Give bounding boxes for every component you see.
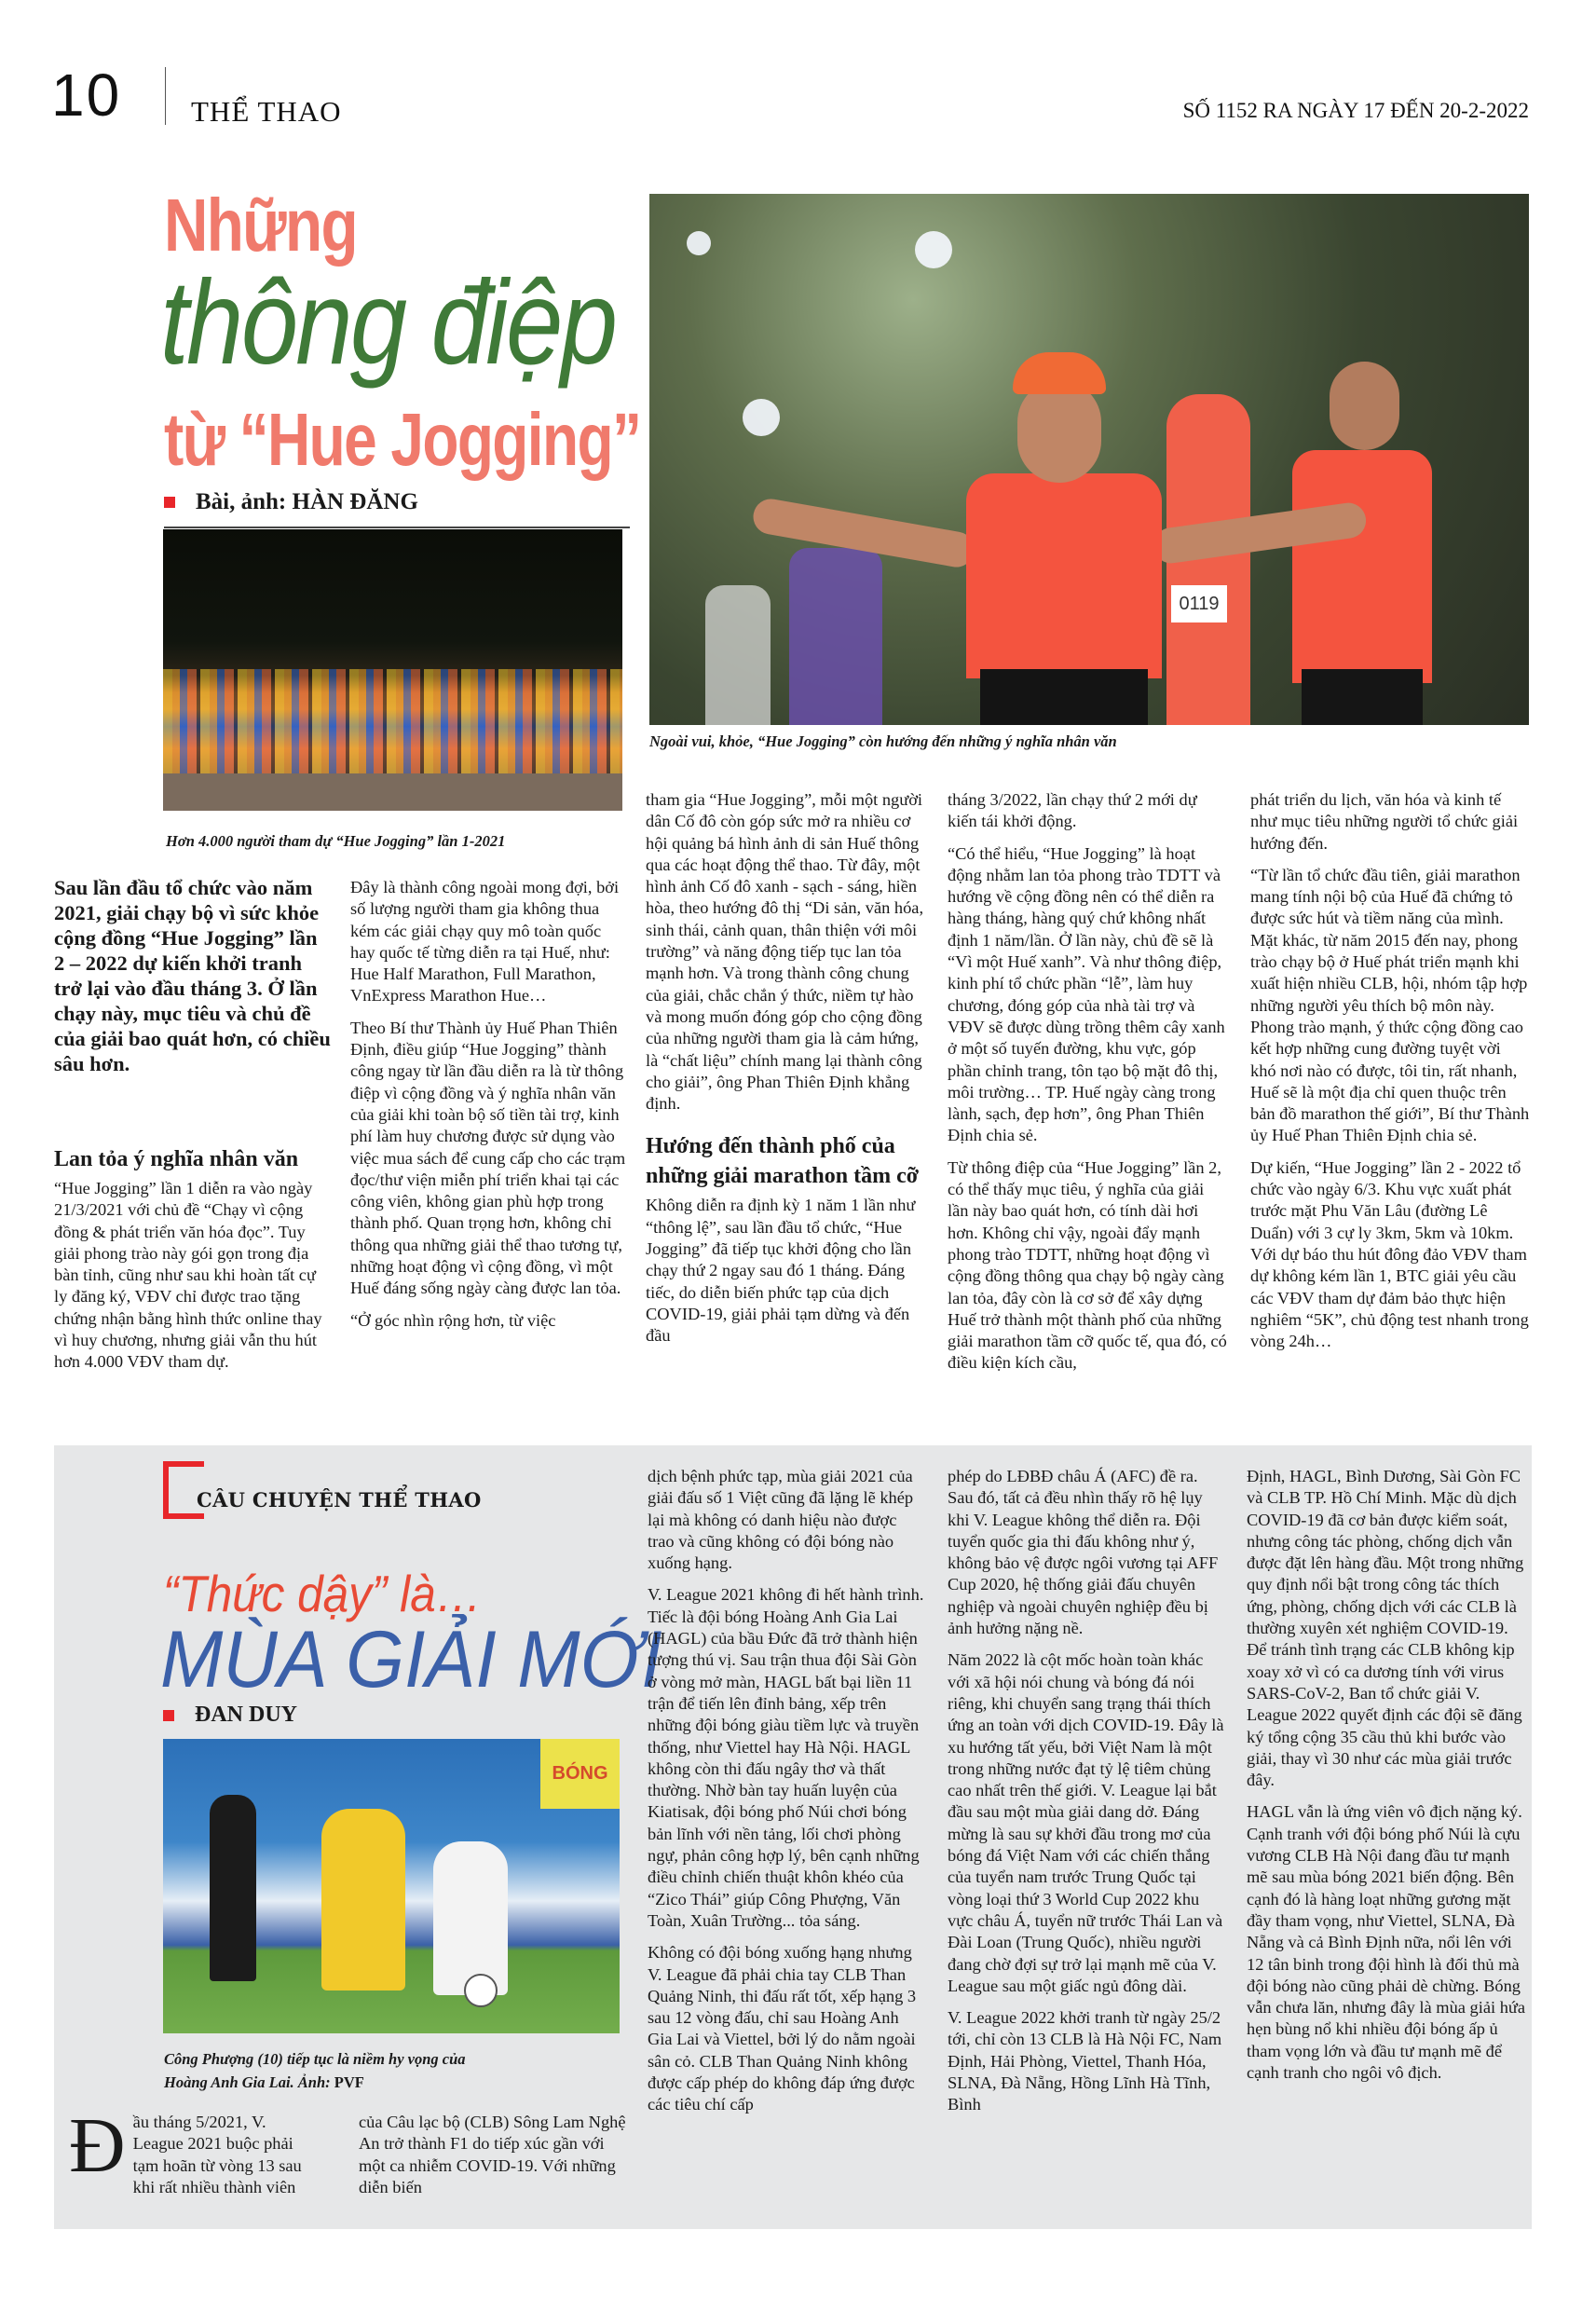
paragraph: tham gia “Hue Jogging”, mỗi một người dân Cố đô còn góp sức mở ra nhiều cơ hội quảng bá hình ảnh di sản Huế thông qua các hoạt động thể thao. Từ đây, một hình ảnh Cố đô xanh - sạch - sáng, hiền hòa, theo hướng đô thị “Di sản, văn hóa, sinh thái, cảnh quan, thân thiện với môi trường” và năng động tiếp tục lan tỏa mạnh hơn. Và trong thành công chung của giải, chắc chắn ý thức, niềm tự hào và mong muốn đóng góp cho cộng đồng của những người tham gia là cảm hứng, là “chất liệu” chính mang lại thành công cho giải”, ông Phan Thiên Định khẳng định. [646, 790, 924, 1114]
ground-shape [163, 773, 622, 811]
article2-column-2 [359, 2112, 629, 2209]
runner-face [1017, 380, 1101, 483]
paragraph: “Ở góc nhìn rộng hơn, từ việc [350, 1310, 556, 1330]
section-kicker: CÂU CHUYỆN THỂ THAO [197, 1488, 482, 1512]
runner-pants [1302, 669, 1423, 725]
paragraph: Đây là thành công ngoài mong đợi, bởi số lượng người tham gia không thua kém các giải chạy quy mô toàn quốc hay quốc tế từng diễn ra tại Huế, như: Hue Half Marathon, Full Marathon, VnExpress Marathon Hue… [350, 878, 620, 1006]
paragraph: ầu tháng 5/2021, V. League 2021 buộc phải tạm hoãn từ vòng 13 sau khi rất nhiều thành viên [132, 2113, 302, 2196]
subheading: Lan tỏa ý nghĩa nhân văn [54, 1147, 299, 1171]
paragraph: của Câu lạc bộ (CLB) Sông Lam Nghệ An trở thành F1 do tiếp xúc gần với một ca nhiễm COVID-19. Với những diễn biến [359, 2113, 626, 2196]
byline-text: ĐAN DUY [195, 1703, 297, 1727]
article2-column-4 [948, 1466, 1227, 2127]
background-runner [705, 585, 771, 725]
paragraph: “Hue Jogging” lần 1 diễn ra vào ngày 21/3/2021 với chủ đề “Chạy vì cộng đồng & phát triển văn hóa đọc”. Tuy giải phong trào này gói gọn trong địa bàn tỉnh, cũng như sau khi hoàn tất cự ly đăng ký, VĐV chỉ được trao tặng chứng nhận bằng hình thức online thay vì huy chương, nhưng giải vẫn thu hút hơn 4.000 VĐV tham dự. [54, 1179, 322, 1372]
article1-column-2 [350, 877, 628, 1342]
paragraph: phép do LĐBĐ châu Á (AFC) đề ra. Sau đó, tất cả đều nhìn thấy rõ hệ lụy khi V. League không thể diễn ra. Đội tuyển quốc gia thi đấu không như ý, không bảo vệ được ngôi vương tại AFF Cup 2020, hệ thống giải đấu chuyên nghiệp và ngoài chuyên nghiệp đều bị ảnh hưởng nặng nề. [948, 1467, 1219, 1638]
crowd-photo-caption: Hơn 4.000 người tham dự “Hue Jogging” lần 1-2021 [166, 832, 506, 850]
article1-column-1 [54, 1144, 332, 1384]
runner-shirt [966, 473, 1162, 678]
byline-square-icon [164, 497, 175, 508]
article1-column-5 [1250, 789, 1530, 1362]
article2-column-1 [69, 2102, 317, 2198]
byline-square-icon [163, 1710, 174, 1721]
runner-pants [980, 669, 1148, 725]
football-photo-caption [164, 2047, 499, 2094]
bokeh-light [687, 231, 711, 255]
paragraph: phát triển du lịch, văn hóa và kinh tế như mục tiêu những người tổ chức giải hướng đến. [1250, 790, 1519, 853]
crowd-photo [163, 529, 622, 811]
article1-title-line3: từ “Hue Jogging” [164, 398, 641, 481]
article1-byline [164, 489, 418, 515]
drop-cap: Đ [69, 2102, 126, 2189]
section-name: THỂ THAO [191, 95, 342, 128]
bokeh-light [743, 399, 780, 436]
runner-photo [649, 194, 1529, 725]
paragraph: Định, HAGL, Bình Dương, Sài Gòn FC và CLB TP. Hồ Chí Minh. Mặc dù dịch COVID-19 đã cơ bản được kiểm soát, nhưng công tác phòng, chống dịch vẫn được đặt lên hàng đầu. Một trong những quy định nổi bật trong công tác thích ứng, phòng, chống dịch với các CLB là thường xuyên xét nghiệm COVID-19. Để tránh tình trạng các CLB không kịp xoay xở vì có ca dương tính với virus SARS-CoV-2, Ban tổ chức giải V. League 2022 quyết định các đội sẽ đăng ký tổng cộng 35 cầu thủ khi bước vào giải, thay vì 30 như các mùa giải trước đây. [1247, 1467, 1524, 1790]
subheading: Hướng đến thành phố của những giải marathon tầm cỡ [646, 1134, 920, 1189]
header-divider [165, 67, 166, 125]
article2-column-5 [1247, 1466, 1526, 2094]
main-runner [929, 352, 1199, 725]
runner-head [1330, 362, 1399, 450]
paragraph: “Từ lần tổ chức đầu tiên, giải marathon mang tính nội bộ của Huế đã chứng tỏ được sức hút và tiềm năng của mình. Mặt khác, từ năm 2015 đến nay, phong trào chạy bộ ở Huế phát triển mạnh khi xuất hiện nhiều CLB, hội, nhóm tập hợp những người yêu thích bộ môn này. Phong trào mạnh, ý thức cộng đồng cao kết hợp những cung đường tuyệt vời khó nơi nào có được, tôi tin, rất nhanh, Huế sẽ là một địa chỉ quen thuộc trên bản đồ marathon thế giới”, Bí thư Thành ủy Huế Phan Thiên Định chia sẻ. [1250, 865, 1530, 1145]
title-divider [164, 527, 630, 528]
stadium-banner: BÓNG [540, 1739, 620, 1809]
paragraph: V. League 2022 khởi tranh từ ngày 25/2 tới, chỉ còn 13 CLB là Hà Nội FC, Nam Định, Hải Phòng, Viettel, Thanh Hóa, SLNA, Đà Nẵng, Hồng Lĩnh Hà Tĩnh, Bình [948, 2008, 1222, 2114]
football-photo [163, 1739, 620, 2033]
paragraph: Theo Bí thư Thành ủy Huế Phan Thiên Định, điều giúp “Hue Jogging” thành công ngay từ lần đầu diễn ra là từ thông điệp vì cộng đồng và ý nghĩa nhân văn của giải khi toàn bộ số tiền tài trợ, kinh phí làm huy chương được sử dụng vào việc mua sách để cung cấp cho các trạm đọc/thư viện miễn phí triển khai tại các công viên, không gian phù hợp trong thành phố. Quan trọng hơn, không chỉ thông qua những giải thể thao tương tự, những hoạt động vì cộng đồng, vì một Huế đáng sống ngày càng được lan tỏa. [350, 1018, 626, 1298]
runner-cap [1013, 352, 1106, 394]
runner-photo-caption: Ngoài vui, khỏe, “Hue Jogging” còn hướng đến những ý nghĩa nhân văn [649, 732, 1117, 750]
runner-shirt [1292, 450, 1432, 683]
article2-title-line1: “Thức dậy” là… [163, 1565, 483, 1622]
referee [210, 1795, 256, 1981]
article2-byline [163, 1703, 297, 1728]
article1-lead: Sau lần đầu tổ chức vào năm 2021, giải chạy bộ vì sức khỏe cộng đồng “Hue Jogging” lần 2 – 2022 dự kiến khởi tranh trở lại vào đầu tháng 3. Ở lần chạy này, mục tiêu và chủ đề của giải bao quát hơn, có chiều sâu hơn. [54, 876, 331, 1075]
paragraph: V. League 2021 không đi hết hành trình. Tiếc là đội bóng Hoàng Anh Gia Lai (HAGL) của bầu Đức đã trở thành hiện tượng thú vị. Sau trận thua đội Sài Gòn ở vòng mở màn, HAGL bất bại liền 11 trận để tiến lên đỉnh bảng, xếp trên những đội bóng giàu tiềm lực và truyền thống, như Viettel hay Hà Nội. HAGL không còn thi đấu ngây thơ và thất thường. Nhờ bàn tay huấn luyện của Kiatisak, đội bóng phố Núi chơi bóng bản lĩnh với nền tảng, lối chơi phòng ngự, phản công hợp lý, bên cạnh những điều chỉnh chiến thuật khôn khéo của “Zico Thái” giúp Công Phượng, Văn Toàn, Xuân Trường... tỏa sáng. [648, 1585, 924, 1930]
byline-text: Bài, ảnh: HÀN ĐĂNG [196, 489, 418, 514]
yellow-player [321, 1809, 405, 1991]
white-player [433, 1841, 508, 1995]
race-bib: 0119 [1171, 585, 1227, 622]
article2-column-3 [648, 1466, 927, 2127]
caption-text: Công Phượng (10) tiếp tục là niềm hy vọng của Hoàng Anh Gia Lai. Ảnh: [164, 2050, 466, 2091]
paragraph: tháng 3/2022, lần chạy thứ 2 mới dự kiến tái khởi động. [948, 790, 1197, 831]
page-number: 10 [51, 62, 122, 129]
article1-column-4 [948, 789, 1227, 1385]
football [464, 1974, 498, 2007]
caption-credit: PVF [334, 2073, 364, 2091]
bokeh-light [915, 231, 952, 268]
article1-title-line2: thông điệp [160, 256, 616, 390]
paragraph: dịch bệnh phức tạp, mùa giải 2021 của giải đấu số 1 Việt cũng đã lặng lẽ khép lại mà không có danh hiệu nào được trao và cũng không có đội bóng nào xuống hạng. [648, 1467, 914, 1573]
article1-title-line1: Những [164, 184, 357, 267]
paragraph: Dự kiến, “Hue Jogging” lần 2 - 2022 tổ chức vào ngày 6/3. Khu vực xuất phát trước mặt Phu Văn Lâu (đường Lê Duẩn) với 3 cự ly 3km, 5km và 10km. Với dự báo thu hút đông đảo VĐV tham dự không kém lần 1, BTC giải yêu cầu các VĐV tham dự đảm bảo thực hiện nghiêm “5K”, chủ động test nhanh trong vòng 24h… [1250, 1157, 1529, 1351]
article1-column-3 [646, 789, 925, 1358]
paragraph: Không diễn ra định kỳ 1 năm 1 lần như “thông lệ”, sau lần đầu tổ chức, “Hue Jogging” đã tiếp tục khởi động cho lần chạy thứ 2 ngay sau đó 1 tháng. Đáng tiếc, do diễn biến phức tạp của dịch COVID-19, giải phải tạm dừng và đến đầu [646, 1196, 916, 1346]
paragraph: Năm 2022 là cột mốc hoàn toàn khác với xã hội nói chung và bóng đá nói riêng, khi chuyển sang trạng thái thích ứng an toàn với dịch COVID-19. Đây là xu hướng tất yếu, bởi Việt Nam là một trong những nước đạt tỷ lệ tiêm chủng cao nhất trên thế giới. V. League lại bắt đầu sau một mùa giải dang dở. Đáng mừng là sau sự khởi đầu trong mơ của bóng đá Việt Nam với các chiến thắng của tuyển nam trước Trung Quốc tại vòng loại thứ 3 World Cup 2022 khu vực châu Á, tuyển nữ trước Thái Lan và Đài Loan (Trung Quốc), nhiều người đang chờ đợi sự trở lại mạnh mẽ của V. League sau một giấc ngủ đông dài. [948, 1650, 1224, 1995]
background-runner [789, 548, 882, 725]
paragraph: Không có đội bóng xuống hạng nhưng V. League đã phải chia tay CLB Than Quảng Ninh, thi đấu rất tốt, xếp hạng 3 sau 12 vòng đấu, chỉ sau Hoàng Anh Gia Lai và Viettel, bởi lý do nằm ngoài sân cỏ. CLB Than Quảng Ninh không được cấp phép do không đáp ứng được các tiêu chí cấp [648, 1943, 917, 2114]
paragraph: “Có thể hiểu, “Hue Jogging” là hoạt động nhằm lan tỏa phong trào TDTT và hướng về cộng đồng nên có thể diễn ra hàng tháng, hàng quý chứ không nhất định 1 năm/lần. Ở lần này, chủ đề sẽ là “Vì một Huế xanh”. Và như thông điệp, kinh phí tổ chức phần “lễ”, làm huy chương, đóng góp của nhà tài trợ và VĐV sẽ được dùng trồng thêm cây xanh ở một số tuyến đường, khu vực, góp phần chỉnh trang, tôn tạo bộ mặt đô thị, môi trường… TP. Huế ngày càng trong lành, sạch, đẹp hơn”, ông Phan Thiên Định chia sẻ. [948, 843, 1225, 1145]
paragraph: Từ thông điệp của “Hue Jogging” lần 2, có thể thấy mục tiêu, ý nghĩa của giải lần này bao quát hơn, có tính dài hơi hơn. Không chỉ vậy, ngoài đẩy mạnh phong trào TDTT, những hoạt động vì cộng đồng thông qua chạy bộ ngày càng lan tỏa, đây còn là cơ sở để xây dựng Huế trở thành một thành phố của những giải marathon tầm cỡ quốc tế, qua đó, có điều kiện kích cầu, [948, 1157, 1227, 1373]
issue-info: SỐ 1152 RA NGÀY 17 ĐẾN 20-2-2022 [1182, 99, 1529, 122]
crowd-shape [163, 669, 622, 781]
article2-title-line2: MÙA GIẢI MỚI [160, 1615, 662, 1704]
paragraph: HAGL vẫn là ứng viên vô địch nặng ký. Cạnh tranh với đội bóng phố Núi là cựu vương CLB Hà Nội đang đầu tư mạnh mẽ sau mùa bóng 2021 biến động. Bên cạnh đó là hàng loạt những gương mặt đầy tham vọng, như Viettel, SLNA, Đà Nẵng và cả Bình Định nữa, nổi lên với 12 tân binh trong đội hình là đối thủ mà đội bóng nào cũng phải dè chừng. Bóng vẫn chưa lăn, nhưng đây là mùa giải hứa hẹn bùng nổ khi nhiều đội bóng ấp ủ tham vọng lớn và đầu tư mạnh mẽ để cạnh tranh cho ngôi vô địch. [1247, 1802, 1526, 2083]
